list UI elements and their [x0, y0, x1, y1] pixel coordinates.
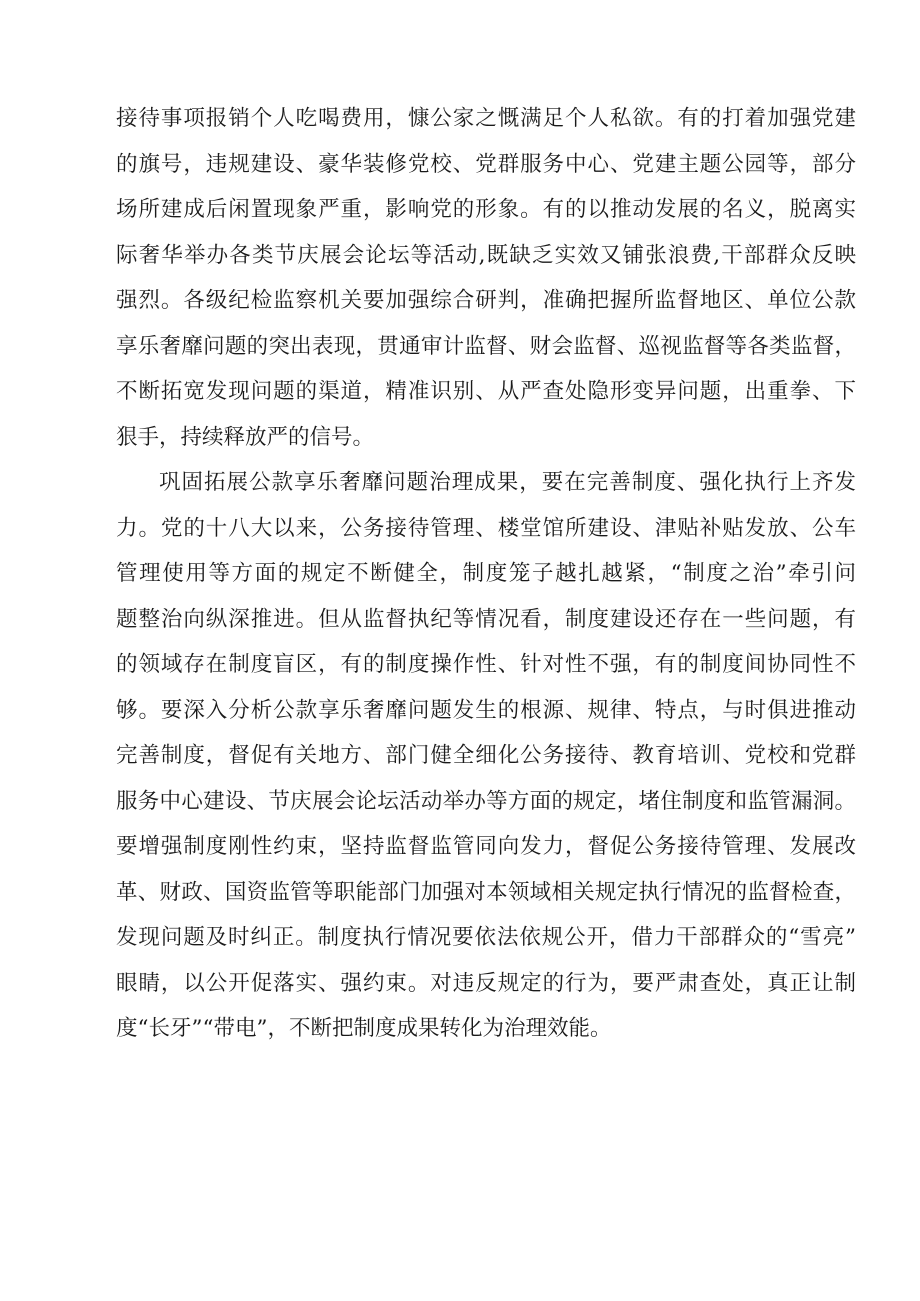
text-line: 接待事项报销个人吃喝费用，慷公家之慨满足个人私欲。有的打着加强党建 — [116, 106, 856, 131]
text-line: 享乐奢靡问题的突出表现，贯通审计监督、财会监督、巡视监督等各类监督， — [116, 333, 856, 359]
text-line: 的旗号，违规建设、豪华装修党校、党群服务中心、党建主题公园等，部分 — [116, 151, 856, 177]
text-line: 眼睛，以公开促落实、强约束。对违反规定的行为，要严肃查处，真正让制 — [116, 970, 856, 996]
text-line: 狠手，持续释放严的信号。 — [116, 424, 375, 450]
text-line: 不断拓宽发现问题的渠道，精准识别、从严查处隐形变异问题，出重拳、下 — [116, 379, 856, 404]
document-body — [116, 96, 856, 1052]
text-line: 度“长牙”“带电”，不断把制度成果转化为治理效能。 — [116, 1016, 612, 1041]
text-line: 够。要深入分析公款享乐奢靡问题发生的根源、规律、特点，与时俱进推动 — [116, 697, 856, 723]
text-line: 服务中心建设、节庆展会论坛活动举办等方面的规定，堵住制度和监管漏洞。 — [116, 788, 856, 814]
text-line: 革、财政、国资监管等职能部门加强对本领域相关规定执行情况的监督检查， — [116, 879, 856, 905]
text-line: 场所建成后闲置现象严重，影响党的形象。有的以推动发展的名义，脱离实 — [116, 197, 856, 222]
text-line: 完善制度，督促有关地方、部门健全细化公务接待、教育培训、党校和党群 — [116, 743, 856, 768]
text-line: 的领域存在制度盲区，有的制度操作性、针对性不强，有的制度间协同性不 — [116, 652, 856, 677]
text-line: 际奢华举办各类节庆展会论坛等活动,既缺乏实效又铺张浪费,干部群众反映 — [116, 242, 856, 268]
text-line: 要增强制度刚性约束，坚持监督监管同向发力，督促公务接待管理、发展改 — [116, 834, 856, 859]
text-line: 巩固拓展公款享乐奢靡问题治理成果，要在完善制度、强化执行上齐发 — [159, 470, 856, 495]
paragraph-2 — [116, 460, 856, 1052]
paragraph-1 — [116, 96, 856, 460]
text-line: 强烈。各级纪检监察机关要加强综合研判，准确把握所监督地区、单位公款 — [116, 288, 856, 313]
text-line: 题整治向纵深推进。但从监督执纪等情况看，制度建设还存在一些问题，有 — [116, 606, 856, 632]
text-line: 力。党的十八大以来，公务接待管理、楼堂馆所建设、津贴补贴发放、公车 — [116, 515, 856, 541]
text-line: 管理使用等方面的规定不断健全，制度笼子越扎越紧，“制度之治”牵引问 — [116, 561, 856, 586]
text-line: 发现问题及时纠正。制度执行情况要依法依规公开，借力干部群众的“雪亮” — [116, 925, 856, 950]
